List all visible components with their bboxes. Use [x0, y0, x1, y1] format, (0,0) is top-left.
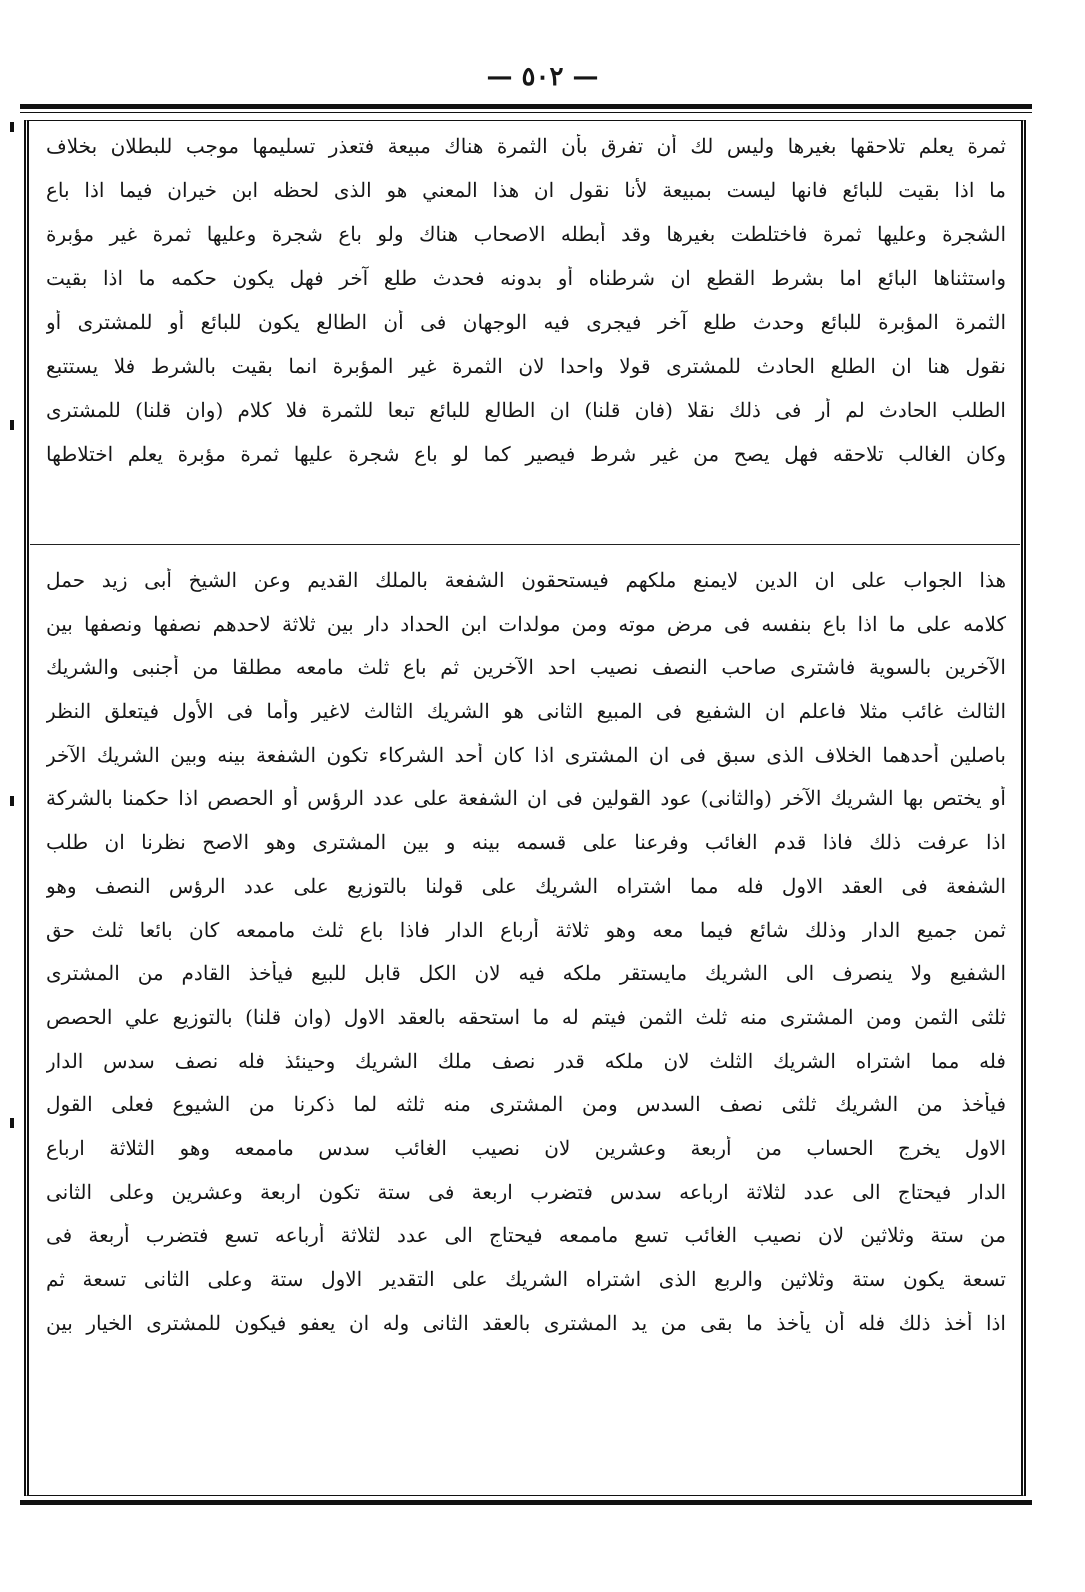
lower-text-section — [46, 568, 1006, 1478]
text-line: باصلين أحدهما الخلاف الذى سبق فى ان المشترى اذا كان أحد الشركاء تكون الشفعة بينه وبين الشريك الآخر — [46, 742, 1006, 767]
text-line: الشفعة فى العقد الاول فله مما اشتراه الشريك على قولنا بالتوزيع على عدد الرؤس النصف وهو — [46, 873, 1006, 898]
top-rule-thin — [20, 112, 1032, 113]
text-line: نقول هنا ان الطلع الحادث للمشترى قولا واحدا لان الثمرة غير المؤبرة انما بقيت بالشرط فلا يستتبع — [46, 354, 1006, 378]
text-line: ثلثى الثمن ومن المشترى منه ثلث الثمن فيتم له ما استحقه بالعقد الاول (وان قلنا) بالتوزيع علي الحصص — [46, 1004, 1006, 1029]
text-line: اذا أخذ ذلك فله أن يأخذ ما بقى من يد المشترى بالعقد الثانى وله ان يعفو فيكون للمشترى الخيار بين — [46, 1310, 1006, 1335]
bottom-rule — [20, 1500, 1032, 1505]
edge-mark — [10, 122, 14, 132]
text-line: الاول يخرج الحساب من أربعة وعشرين لان نصيب الغائب سدس ماممعه وهو الثلاثة ارباع — [46, 1135, 1006, 1160]
text-line: فيأخذ من الشريك ثلثى نصف السدس ومن المشترى منه ثلثه لما ذكرنا من الشيوع فعلى القول — [46, 1092, 1006, 1117]
text-line: واستثناها البائع اما بشرط القطع ان شرطناه أو بدونه فحدث طلع آخر فهل يكون حكمه ما اذا بقيت — [46, 266, 1006, 290]
text-line: الثالث غائب مثلا فاعلم ان الشفيع فى المبيع الثانى هو الشريك الثالث لاغير وأما فى الأول فيتعلق النظر — [46, 699, 1006, 724]
text-line: الشفيع ولا ينصرف الى الشريك مايستقر ملكه فيه لان الكل قابل للبيع فيأخذ القادم من المشترى — [46, 961, 1006, 986]
text-line: الآخرين بالسوية فاشترى صاحب النصف نصيب احد الآخرين ثم باع ثلث مامعه مطلقا من أجنبى والشريك — [46, 655, 1006, 680]
section-divider — [30, 544, 1020, 545]
edge-mark — [10, 1118, 14, 1128]
text-line: من ستة وثلاثين لان نصيب الغائب تسع ماممعه فيحتاج الى عدد لثلاثة أرباعه تسع فتضرب أربعة فى — [46, 1223, 1006, 1248]
text-line: الدار فيحتاج الى عدد لثلاثة ارباعه سدس فتضرب اربعة فى ستة تكون اربعة وعشرين وعلى الثانى — [46, 1179, 1006, 1204]
edge-mark — [10, 420, 14, 430]
text-line: تسعة يكون ستة وثلاثين والربع الذى اشتراه الشريك على التقدير الاول ستة وعلى الثانى تسعة ثم — [46, 1267, 1006, 1291]
text-line: الطلب الحادث لم أر فى ذلك نقلا (فان قلنا) ان الطالع للبائع تبعا للثمرة فلا كلام (وان قلنا) للمشترى — [46, 398, 1006, 422]
text-line: هذا الجواب على ان الدين لايمنع ملكهم فيستحقون الشفعة بالملك القديم وعن الشيخ أبى زيد حمل — [46, 568, 1006, 592]
text-line: كلامه على ما اذا باع بنفسه فى مرض موته ومن مولدات ابن الحداد دار بين ثلاثة لاحدهم نصفها ونصفها بين — [46, 611, 1006, 636]
page-number: — ٥٠٢ — — [486, 62, 599, 92]
text-line: فله مما اشتراه الشريك الثلث لان ملكه قدر نصف ملك الشريك وحينئذ فله نصف سدس الدار — [46, 1048, 1006, 1073]
upper-text-section — [46, 134, 1006, 530]
edge-mark — [10, 796, 14, 806]
text-line: وكان الغالب تلاحقه فهل يصح من غير شرط فيصير كما لو باع شجرة عليها ثمرة مؤبرة يعلم اختلاطها — [46, 442, 1006, 466]
text-line: الشجرة وعليها ثمرة فاختلطت بغيرها وقد أبطله الاصحاب هناك ولو باع شجرة وعليها ثمرة غير مؤبرة — [46, 222, 1006, 246]
top-rule — [20, 104, 1032, 109]
text-line: ثمرة يعلم تلاحقها بغيرها وليس لك أن تفرق بأن الثمرة هناك مبيعة فتعذر تسليمها موجب للبطلان بخلاف — [46, 134, 1006, 158]
text-line: ثمن جميع الدار وذلك شائع فيما معه وهو ثلاثة أرباع الدار فاذا باع ثلث ماممعه كان بائعا ثلث حق — [46, 917, 1006, 942]
text-line: أو يختص بها الشريك الآخر (والثانى) عود القولين فى ان الشفعة على عدد الرؤس أو الحصص اذا حكمنا بالشركة — [46, 786, 1006, 811]
text-line: اذا عرفت ذلك فاذا قدم الغائب وفرعنا على قسمه بينه و بين المشترى وهو الاصح نظرنا ان طلب — [46, 830, 1006, 855]
text-line: ما اذا بقيت للبائع فانها ليست بمبيعة لأنا نقول ان هذا المعني هو الذى لحظه ابن خيران فيما اذا باع — [46, 178, 1006, 202]
text-line: الثمرة المؤبرة للبائع وحدث طلع آخر فيجرى فيه الوجهان فى أن الطالع يكون للبائع أو للمشترى أو — [46, 310, 1006, 334]
